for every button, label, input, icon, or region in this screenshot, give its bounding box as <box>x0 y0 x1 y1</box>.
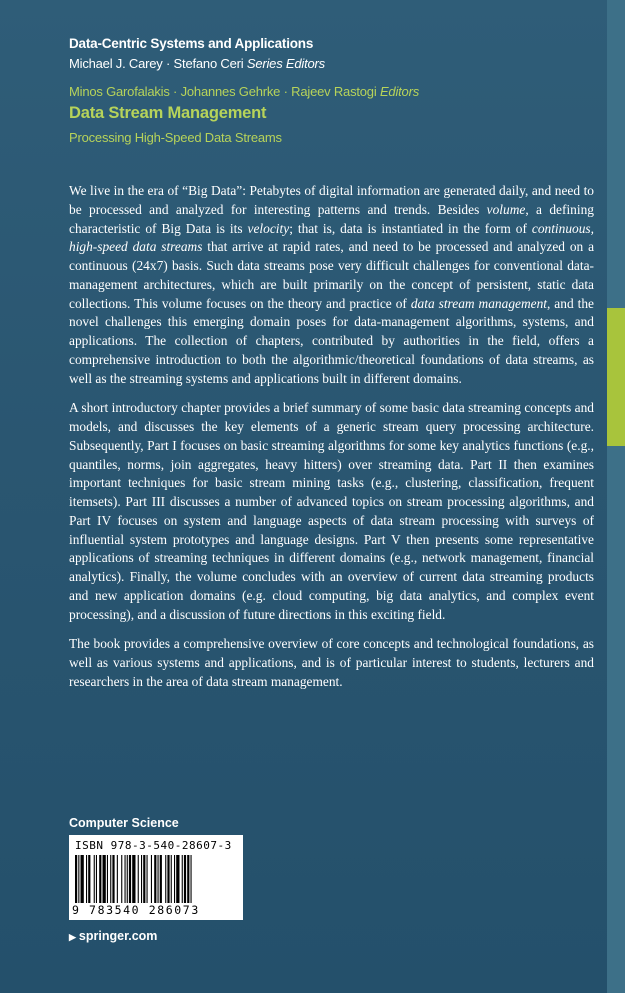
isbn-text: ISBN 978-3-540-28607-3 <box>75 839 232 852</box>
barcode-bar <box>171 855 172 903</box>
emphasis-text: volume <box>486 201 526 217</box>
emphasis-text: velocity <box>247 220 290 236</box>
blurb-paragraph-3: The book provides a comprehensive overview of core concepts and technological foundations, as well as various systems and applications, and is of particular interest to students, lecturers and researchers in the area of data stream management. <box>69 636 594 689</box>
barcode-bar <box>99 855 101 903</box>
book-editors-role: Editors <box>379 84 420 99</box>
barcode-bar <box>129 855 131 903</box>
barcode-bars <box>75 855 237 903</box>
barcode-bar <box>138 855 139 903</box>
barcode-bar <box>187 855 189 903</box>
book-title: Data Stream Management <box>69 104 267 122</box>
publisher-website-link[interactable]: springer.com <box>78 929 158 943</box>
arrow-right-icon: ▶ <box>69 932 76 942</box>
barcode-bar <box>88 855 90 903</box>
spine-strip <box>607 0 625 993</box>
emphasis-text: data stream management <box>410 295 547 311</box>
barcode-bar <box>167 855 169 903</box>
barcode-bar <box>154 855 156 903</box>
barcode-bar <box>117 855 118 903</box>
ean-digits: 9 783540 286073 <box>72 903 200 917</box>
barcode-bar <box>103 855 106 903</box>
book-subtitle: Processing High-Speed Data Streams <box>69 130 282 145</box>
barcode-bar <box>151 855 152 903</box>
barcode-bar <box>112 855 114 903</box>
book-editors <box>69 84 419 99</box>
back-cover-blurb <box>69 182 594 703</box>
emphasis-text: continuous, high-speed data streams <box>69 220 594 255</box>
barcode-bar <box>107 855 108 903</box>
barcode-bar <box>147 855 148 903</box>
spine-accent-bar <box>607 308 625 446</box>
series-editors-names: Michael J. Carey · Stefano Ceri <box>69 56 244 71</box>
barcode-bar <box>174 855 175 903</box>
barcode-bar <box>158 855 159 903</box>
barcode-bar <box>75 855 77 903</box>
barcode-bar <box>191 855 192 903</box>
subject-category: Computer Science <box>69 816 179 830</box>
series-title: Data-Centric Systems and Applications <box>69 36 314 51</box>
barcode-bar <box>78 855 79 903</box>
barcode-bar <box>110 855 111 903</box>
publisher-website <box>69 929 157 943</box>
barcode-bar <box>176 855 179 903</box>
book-editors-names: Minos Garofalakis · Johannes Gehrke · Rajeev Rastogi <box>69 84 377 99</box>
barcode-bar <box>141 855 142 903</box>
blurb-paragraph-1: We live in the era of “Big Data”: Petabytes of digital information are generated daily, and need to be processed and analyzed for interesting patterns and trends. Besides volume, a defining characteristic of Big Data is its velocity; that is, data is instantiated in the form of continuous, high-speed data streams that arrive at rapid rates, and need to be processed and analyzed on a continuous (24x7) basis. Such data streams pose very difficult challenges for conventional data-management architectures, which are built primarily on the concept of persistent, static data collections. This volume focuses on the theory and practice of data stream management, and the novel challenges this emerging domain poses for data-management algorithms, systems, and applications. The collection of chapters, contributed by authorities in the field, offers a comprehensive introduction to both the algorithmic/theoretical foundations of data streams, as well as the streaming systems and applications built in different domains. <box>69 183 595 386</box>
barcode-bar <box>94 855 95 903</box>
barcode-bar <box>86 855 87 903</box>
barcode-bar <box>143 855 145 903</box>
barcode-bar <box>81 855 84 903</box>
barcode-bar <box>132 855 135 903</box>
isbn-barcode <box>69 835 243 920</box>
series-editors-role: Series Editors <box>246 56 325 71</box>
barcode-bar <box>182 855 183 903</box>
barcode-bar <box>127 855 128 903</box>
blurb-paragraph-2: A short introductory chapter provides a brief summary of some basic data streaming concepts and models, and discusses the key elements of a generic stream query processing architecture. Subsequently, Part I focuses on basic streaming algorithms for some key analytics functions (e.g., quantiles, norms, join aggregates, heavy hitters) over streaming data. Part II then examines important techniques for basic stream mining tasks (e.g., clustering, classification, frequent itemsets). Part III discusses a number of advanced topics on stream processing algorithms, and Part IV focuses on system and language aspects of data stream processing with surveys of influential system prototypes and language designs. Part V then presents some representative applications of streaming techniques in different domains (e.g., network management, financial analytics). Finally, the volume concludes with an overview of current data streaming products and new application domains (e.g. cloud computing, big data analytics, and complex event processing), and a discussion of future directions in this exciting field. <box>69 400 594 622</box>
series-editors <box>69 56 325 71</box>
barcode-bar <box>96 855 97 903</box>
barcode-bar <box>121 855 122 903</box>
barcode-bar <box>160 855 162 903</box>
barcode-bar <box>125 855 126 903</box>
barcode-bar <box>165 855 166 903</box>
barcode-bar <box>184 855 186 903</box>
